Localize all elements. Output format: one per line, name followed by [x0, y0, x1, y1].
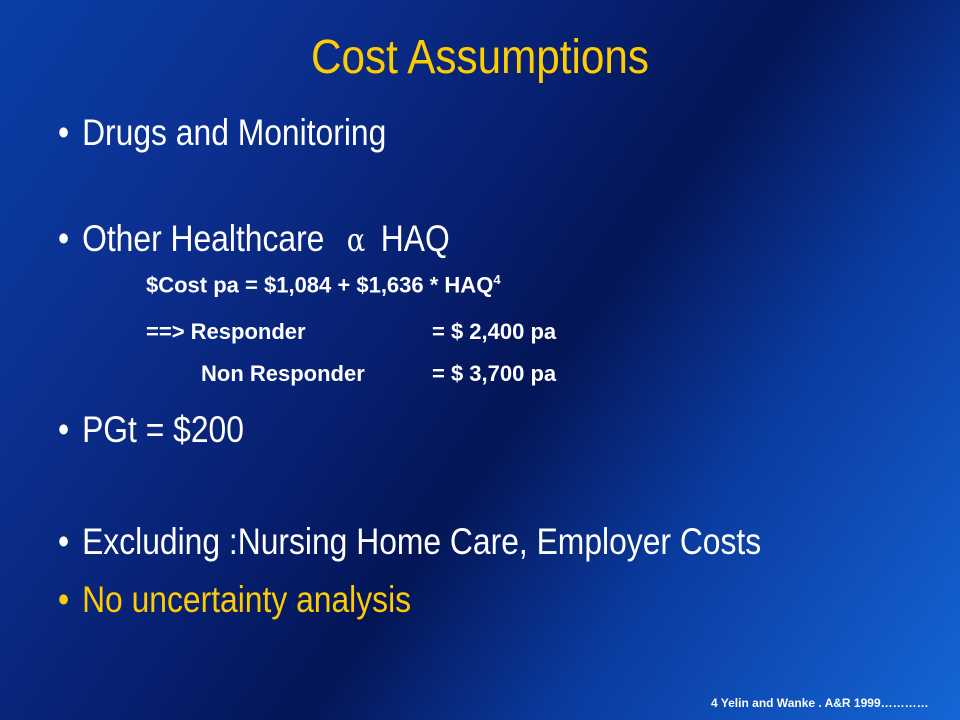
bullet-text: No uncertainty analysis: [82, 579, 412, 620]
bullet-text: Excluding :Nursing Home Care, Employer Costs: [82, 521, 762, 562]
bullet-other-healthcare: [58, 218, 450, 260]
bullet-drugs-monitoring: [58, 112, 386, 154]
bullet-pgt: [58, 409, 244, 451]
formula-text: $Cost pa = $1,084 + $1,636 * HAQ: [146, 272, 494, 298]
formula-cost-line: [146, 272, 501, 298]
non-responder-label: Non Responder: [201, 361, 365, 386]
responder-label: ==> Responder: [146, 319, 306, 344]
responder-value: = $ 2,400 pa: [432, 319, 557, 344]
bullet-text: Drugs and Monitoring: [82, 112, 387, 153]
bullet-excluding: [58, 521, 761, 563]
bullet-text-after: HAQ: [380, 218, 450, 259]
bullet-text-before: Other Healthcare: [82, 218, 325, 259]
slide-title: Cost Assumptions: [310, 31, 650, 84]
footnote-citation: 4 Yelin and Wanke . A&R 1999…………: [711, 696, 929, 710]
non-responder-value: = $ 3,700 pa: [432, 361, 557, 386]
bullet-dot: •: [58, 218, 70, 259]
formula-superscript: 4: [493, 272, 501, 287]
bullet-dot: •: [58, 579, 70, 620]
bullet-dot: •: [58, 409, 70, 450]
alpha-symbol: α: [346, 221, 366, 259]
bullet-dot: •: [58, 112, 70, 153]
bullet-text: PGt = $200: [82, 409, 244, 450]
bullet-dot: •: [58, 521, 70, 562]
bullet-no-uncertainty: [58, 579, 411, 621]
